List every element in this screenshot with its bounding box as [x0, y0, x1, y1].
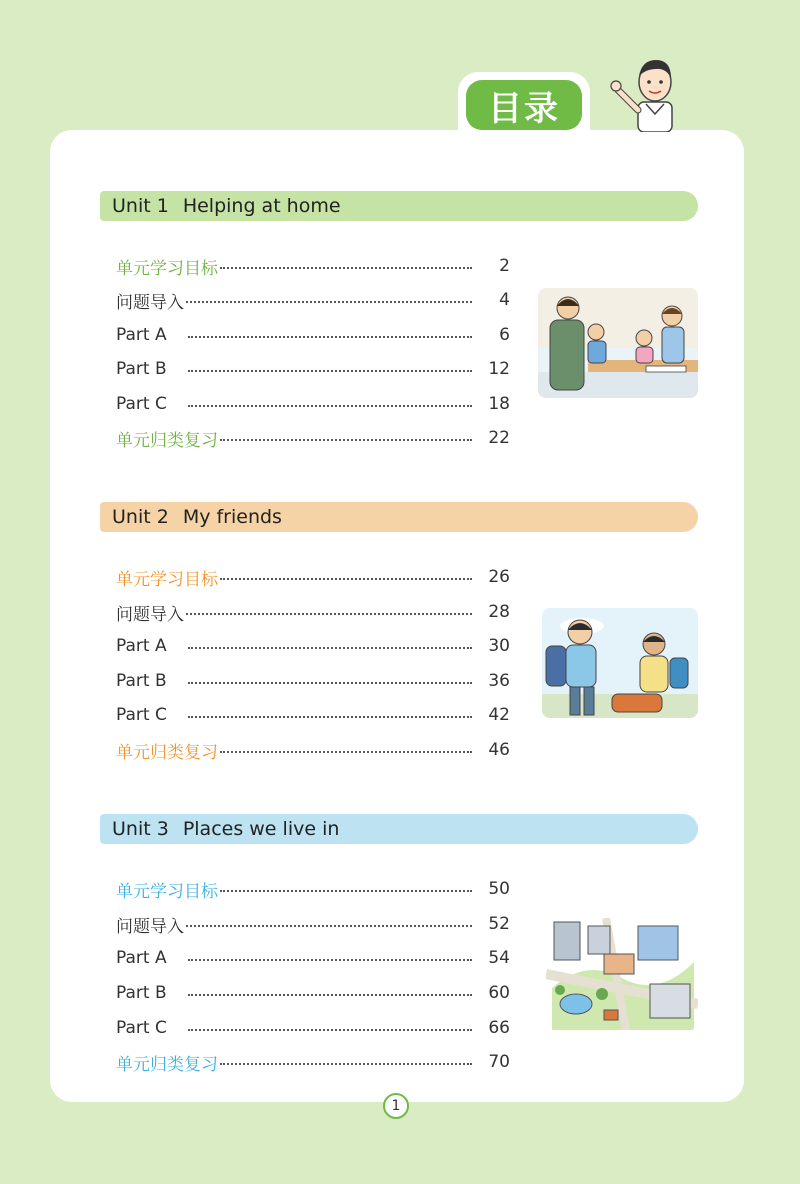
entry-page: 46: [488, 740, 510, 760]
title-tab: [458, 72, 590, 130]
leader-dots: [220, 267, 472, 269]
entry-page: 18: [488, 394, 510, 414]
entry-page: 52: [488, 914, 510, 934]
leader-dots: [220, 439, 472, 441]
entry-label: 单元学习目标: [116, 569, 218, 590]
entry-page: 2: [499, 256, 510, 276]
entry-page: 54: [488, 948, 510, 968]
leader-dots: [186, 925, 472, 927]
toc-entry[interactable]: [116, 289, 510, 311]
entry-label: Part C: [116, 1018, 167, 1038]
unit-number: Unit 2: [112, 506, 169, 528]
leader-dots: [188, 336, 472, 338]
toc-entry[interactable]: [116, 358, 510, 380]
leader-dots: [186, 613, 472, 615]
entry-label: 单元归类复习: [116, 1054, 218, 1075]
toc-entry[interactable]: [116, 704, 510, 726]
entry-label: 单元学习目标: [116, 881, 218, 902]
leader-dots: [188, 647, 472, 649]
entry-page: 28: [488, 602, 510, 622]
toc-entry[interactable]: [116, 393, 510, 415]
entry-label: 单元归类复习: [116, 742, 218, 763]
leader-dots: [188, 370, 472, 372]
entry-label: Part C: [116, 705, 167, 725]
entry-label: 问题导入: [116, 292, 184, 313]
entry-page: 4: [499, 290, 510, 310]
toc-entry[interactable]: [116, 670, 510, 692]
teacher-mascot-illustration: [604, 50, 684, 132]
toc-entry[interactable]: [116, 1017, 510, 1039]
entry-page: 26: [488, 567, 510, 587]
toc-entry[interactable]: [116, 324, 510, 346]
unit-title: Places we live in: [182, 818, 340, 840]
town-map-illustration: [546, 918, 698, 1030]
leader-dots: [188, 405, 472, 407]
entry-label: Part B: [116, 671, 167, 691]
toc-entry[interactable]: [116, 427, 510, 449]
entry-page: 12: [488, 359, 510, 379]
toc-entry[interactable]: [116, 878, 510, 900]
entry-label: Part C: [116, 394, 167, 414]
entry-page: 50: [488, 879, 510, 899]
leader-dots: [186, 301, 472, 303]
entry-label: 单元归类复习: [116, 430, 218, 451]
entry-page: 36: [488, 671, 510, 691]
toc-entry[interactable]: [116, 601, 510, 623]
toc-entry[interactable]: [116, 566, 510, 588]
leader-dots: [220, 751, 472, 753]
entry-label: Part A: [116, 325, 167, 345]
toc-entry[interactable]: [116, 982, 510, 1004]
toc-entry[interactable]: [116, 255, 510, 277]
unit-title: My friends: [182, 506, 282, 528]
unit-number: Unit 1: [112, 195, 169, 217]
entry-page: 66: [488, 1018, 510, 1038]
entry-page: 42: [488, 705, 510, 725]
toc-entry[interactable]: [116, 739, 510, 761]
page-number: 1: [383, 1093, 409, 1119]
toc-entry[interactable]: [116, 1051, 510, 1073]
entry-label: 问题导入: [116, 916, 184, 937]
entry-label: 问题导入: [116, 604, 184, 625]
unit-title: Helping at home: [182, 195, 341, 217]
entry-label: Part B: [116, 983, 167, 1003]
entry-label: Part A: [116, 948, 167, 968]
entry-page: 60: [488, 983, 510, 1003]
entry-page: 30: [488, 636, 510, 656]
toc-entry[interactable]: [116, 947, 510, 969]
entry-page: 70: [488, 1052, 510, 1072]
leader-dots: [188, 1029, 472, 1031]
leader-dots: [188, 994, 472, 996]
unit-3-header[interactable]: [100, 814, 698, 844]
leader-dots: [220, 890, 472, 892]
entry-label: Part B: [116, 359, 167, 379]
unit-1-header[interactable]: [100, 191, 698, 221]
entry-label: 单元学习目标: [116, 258, 218, 279]
entry-page: 22: [488, 428, 510, 448]
leader-dots: [220, 1063, 472, 1065]
family-helping-illustration: [538, 288, 698, 398]
leader-dots: [188, 959, 472, 961]
toc-entry[interactable]: [116, 635, 510, 657]
leader-dots: [220, 578, 472, 580]
entry-page: 6: [499, 325, 510, 345]
unit-number: Unit 3: [112, 818, 169, 840]
page-title: 目录: [466, 80, 582, 130]
leader-dots: [188, 682, 472, 684]
unit-2-header[interactable]: [100, 502, 698, 532]
entry-label: Part A: [116, 636, 167, 656]
toc-entry[interactable]: [116, 913, 510, 935]
friends-meeting-illustration: [542, 608, 698, 718]
leader-dots: [188, 716, 472, 718]
